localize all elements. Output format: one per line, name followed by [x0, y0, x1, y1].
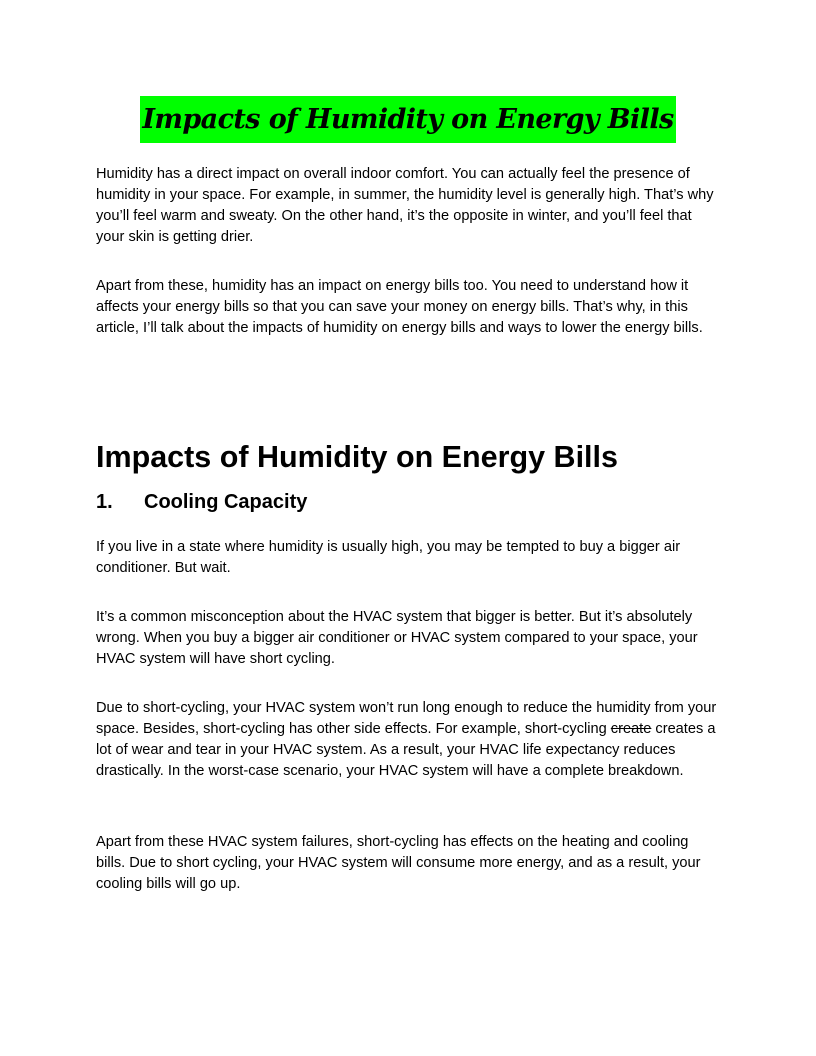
document-title: Impacts of Humidity on Energy Bills	[140, 96, 675, 143]
section-heading: Impacts of Humidity on Energy Bills	[96, 440, 618, 474]
paragraph-3-after: creates a lot of wear and tear in your HVAC system. As a result, your HVAC life expectancy reduces drastically. In the worst-case scenario, your HVAC system will have a complete breakdown.	[96, 721, 716, 779]
subheading-text: Cooling Capacity	[144, 491, 308, 513]
body-paragraph-4: Apart from these HVAC system failures, short-cycling has effects on the heating and cooling bills. Due to short cycling, your HVAC system will consume more energy, and as a result, your cooling bills will go up.	[96, 834, 701, 892]
paragraph-3-before: Due to short-cycling, your HVAC system won’t run long enough to reduce the humidity from your space. Besides, short-cycling has other side effects. For example, short-cycling	[96, 700, 717, 737]
struck-word: create	[610, 721, 652, 737]
body-paragraph-2: It’s a common misconception about the HVAC system that bigger is better. But it’s absolutely wrong. When you buy a bigger air conditioner or HVAC system compared to your space, your HVAC system will have short cycling.	[96, 609, 698, 667]
body-paragraph-3	[96, 698, 720, 782]
section-subheading	[96, 487, 307, 517]
body-paragraph-1: If you live in a state where humidity is usually high, you may be tempted to buy a bigger air conditioner. But wait.	[96, 539, 681, 576]
intro-paragraph-2: Apart from these, humidity has an impact on energy bills too. You need to understand how it affects your energy bills so that you can save your money on energy bills. That’s why, in this article, I’ll talk about the impacts of humidity on energy bills and ways to lower the energy bills.	[96, 278, 703, 336]
subheading-number: 1.	[96, 491, 113, 513]
title-container	[96, 96, 720, 143]
intro-paragraph-1: Humidity has a direct impact on overall indoor comfort. You can actually feel the presence of humidity in your space. For example, in summer, the humidity level is generally high. That’s why you’ll feel warm and sweaty. On the other hand, it’s the opposite in winter, and you’ll feel that your skin is getting drier.	[96, 166, 714, 245]
